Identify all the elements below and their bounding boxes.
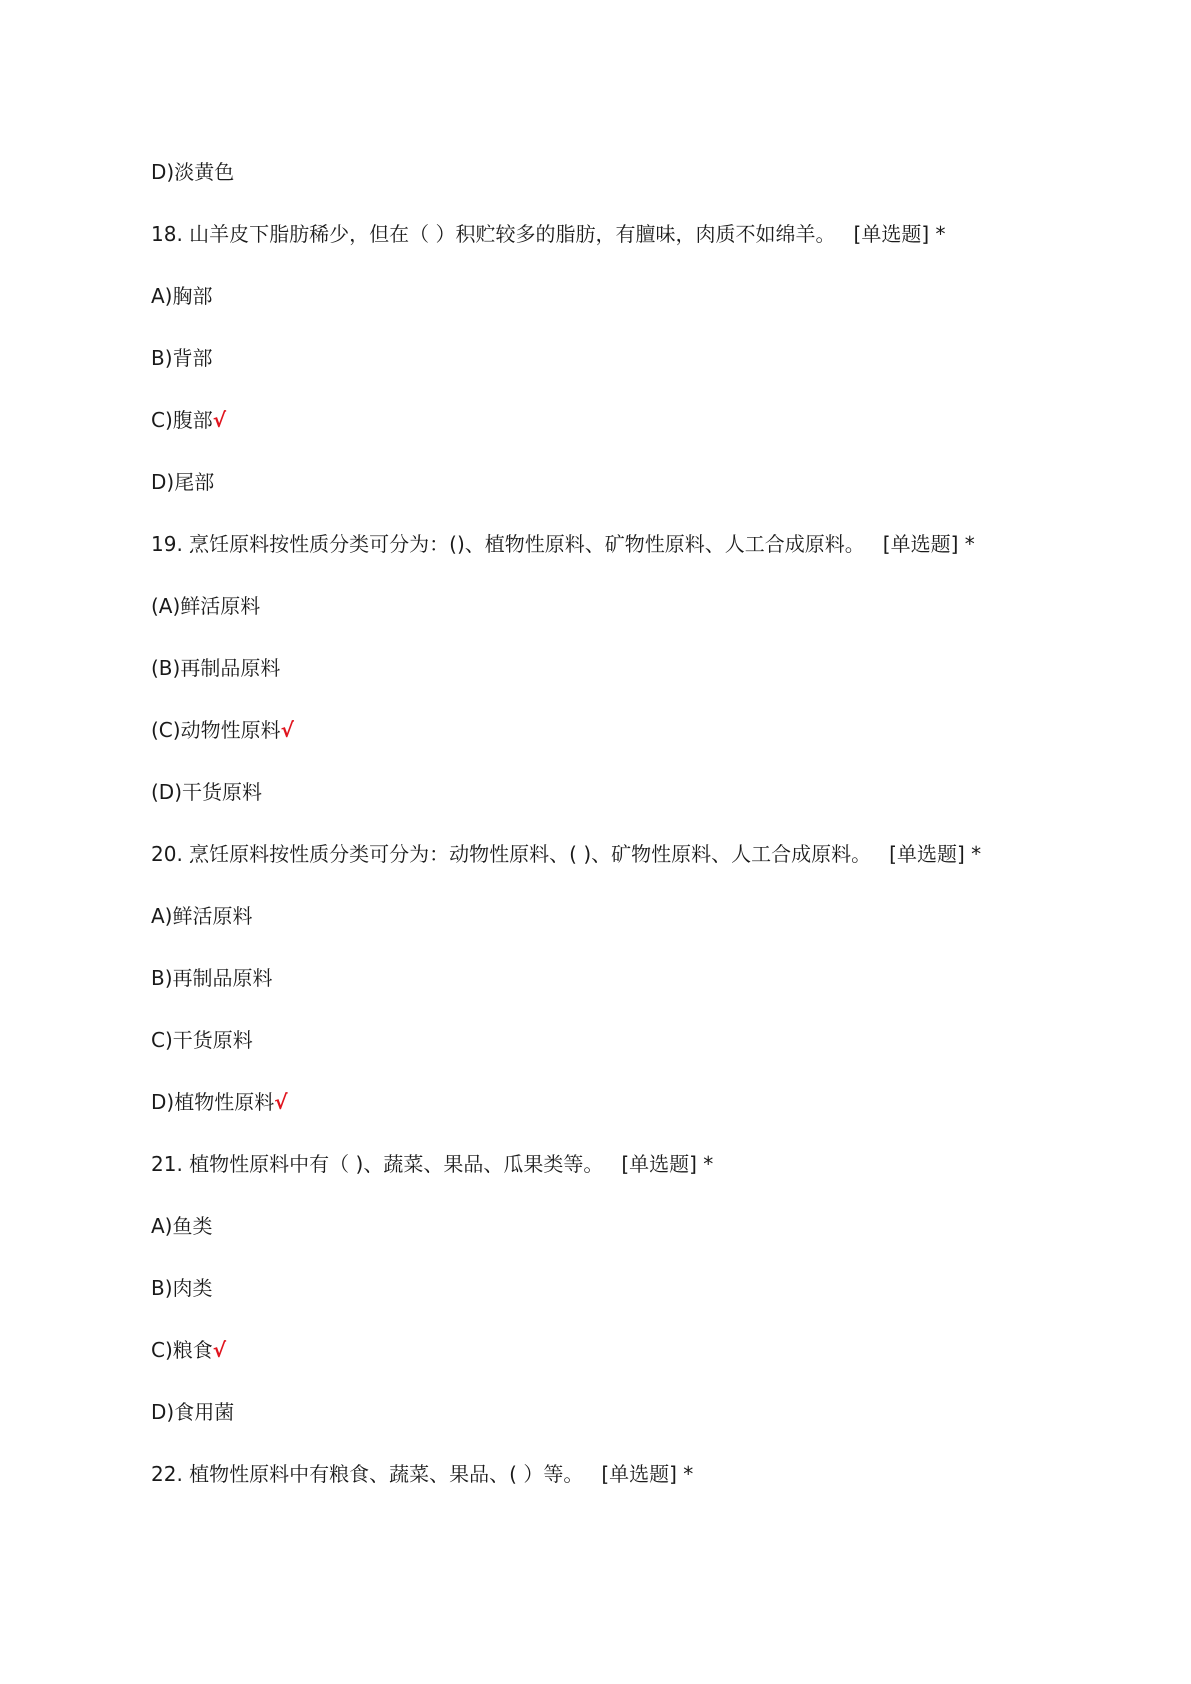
q19-option-d-text: (D)干货原料 — [151, 780, 263, 804]
q21-option-d-text: D)食用菌 — [151, 1400, 235, 1424]
q20-option-a-text: A)鲜活原料 — [151, 904, 253, 928]
q20-option-a — [151, 901, 252, 931]
q17-option-d-text: D)淡黄色 — [151, 160, 235, 184]
q18-question-type-tag: [单选题] * — [853, 222, 946, 246]
q18-option-d — [151, 467, 214, 497]
q19-option-b — [151, 653, 280, 683]
q18-question — [151, 219, 946, 249]
q19-option-b-text: (B)再制品原料 — [151, 656, 281, 680]
q18-question-text: 18. 山羊皮下脂肪稀少，但在（ ）积贮较多的脂肪，有膻味，肉质不如绵羊。 — [151, 222, 836, 246]
q19-option-c — [151, 715, 294, 745]
correct-check-icon: √ — [274, 1090, 288, 1114]
correct-check-icon: √ — [212, 1338, 227, 1362]
q20-option-b — [151, 963, 273, 993]
q20-question-text: 20. 烹饪原料按性质分类可分为：动物性原料、( )、矿物性原料、人工合成原料。 — [151, 842, 872, 866]
q18-option-d-text: D)尾部 — [151, 470, 215, 494]
q18-option-c — [151, 405, 226, 435]
q18-option-c-text: C)腹部 — [151, 408, 213, 432]
correct-check-icon: √ — [212, 408, 227, 432]
q20-option-d-text: D)植物性原料 — [151, 1090, 275, 1114]
q21-option-a — [151, 1211, 212, 1241]
q22-question-text: 22. 植物性原料中有粮食、蔬菜、果品、( ）等。 — [151, 1462, 584, 1486]
q18-option-b — [151, 343, 213, 373]
q19-question-type-tag: [单选题] * — [882, 532, 975, 556]
q19-option-a-text: (A)鲜活原料 — [151, 594, 261, 618]
q21-question-text: 21. 植物性原料中有（ )、蔬菜、果品、瓜果类等。 — [151, 1152, 604, 1176]
q22-question — [151, 1459, 693, 1489]
q20-option-c-text: C)干货原料 — [151, 1028, 253, 1052]
q19-option-d — [151, 777, 262, 807]
q21-option-b-text: B)肉类 — [151, 1276, 213, 1300]
q22-question-type-tag: [单选题] * — [601, 1462, 694, 1486]
q18-option-a — [151, 281, 212, 311]
q20-option-b-text: B)再制品原料 — [151, 966, 273, 990]
q20-option-c — [151, 1025, 253, 1055]
q21-question-type-tag: [单选题] * — [621, 1152, 714, 1176]
q21-question — [151, 1149, 713, 1179]
q17-option-d — [151, 157, 234, 187]
q18-option-a-text: A)胸部 — [151, 284, 213, 308]
q18-option-b-text: B)背部 — [151, 346, 213, 370]
q19-question-text: 19. 烹饪原料按性质分类可分为：()、植物性原料、矿物性原料、人工合成原料。 — [151, 532, 865, 556]
q21-option-a-text: A)鱼类 — [151, 1214, 213, 1238]
q20-question-type-tag: [单选题] * — [889, 842, 982, 866]
q21-option-c-text: C)粮食 — [151, 1338, 213, 1362]
q19-option-a — [151, 591, 260, 621]
q20-option-d — [151, 1087, 288, 1117]
q21-option-b — [151, 1273, 213, 1303]
q21-option-d — [151, 1397, 234, 1427]
correct-check-icon: √ — [280, 718, 294, 742]
q21-option-c — [151, 1335, 226, 1365]
q20-question — [151, 839, 981, 869]
q19-question — [151, 529, 975, 559]
q19-option-c-text: (C)动物性原料 — [151, 718, 281, 742]
